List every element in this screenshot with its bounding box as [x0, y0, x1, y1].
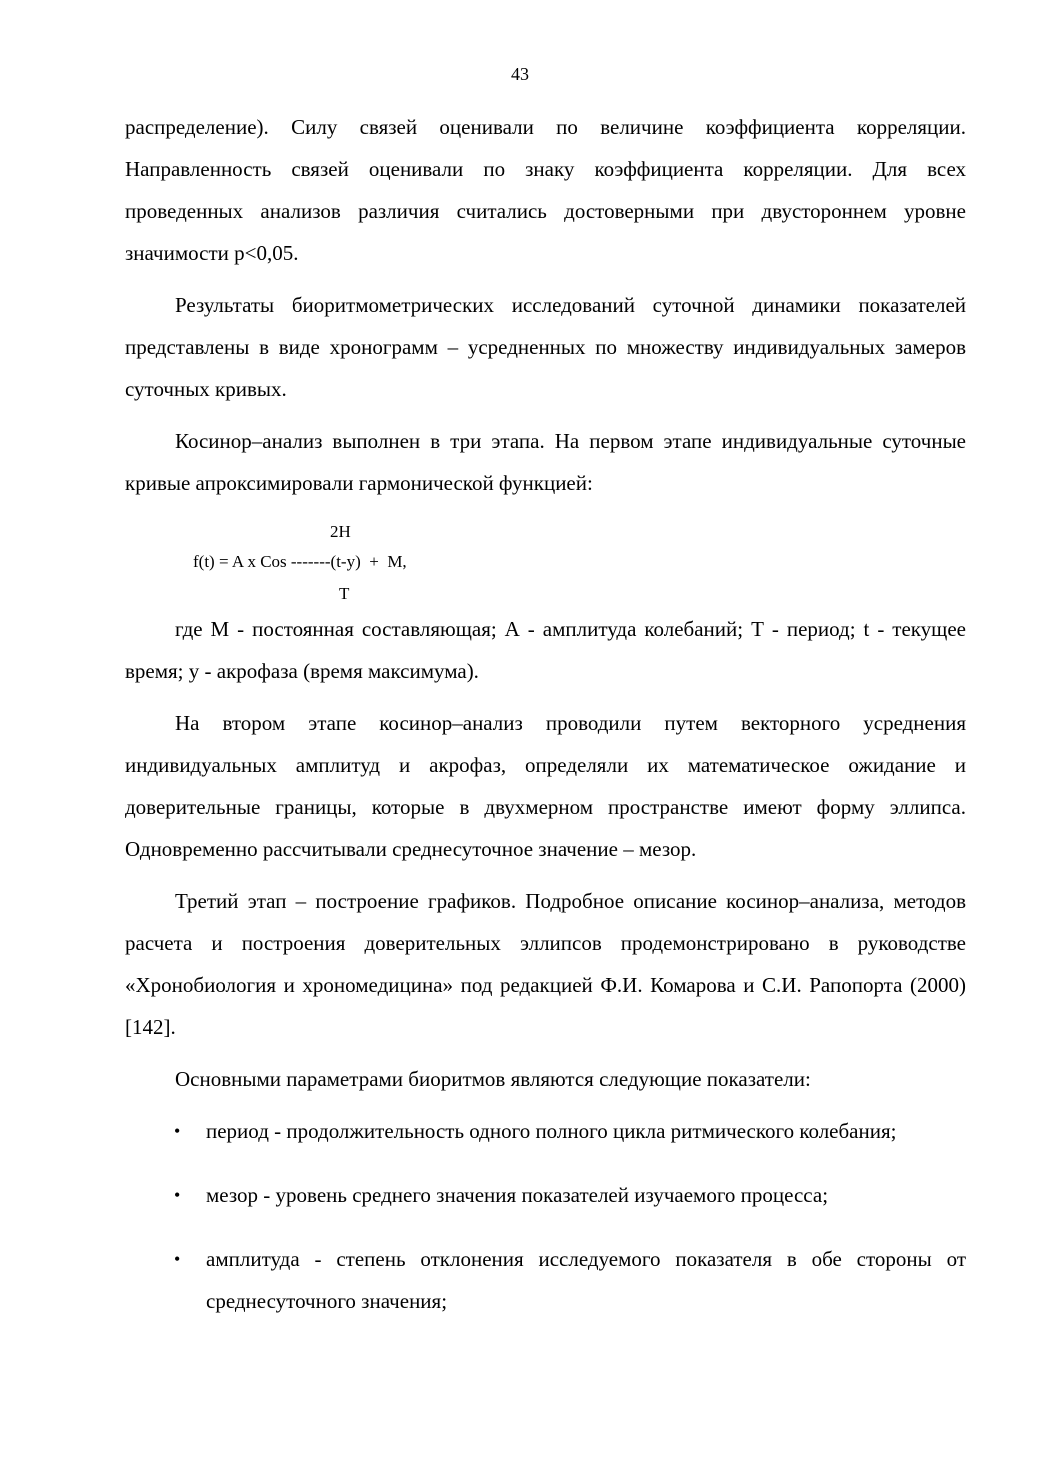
paragraph-cosinor-stages: Косинор–анализ выполнен в три этапа. На первом этапе индивидуальные суточные кривые апроксимировали гармонической функцией:: [125, 429, 966, 495]
harmonic-formula: [125, 510, 966, 606]
parameters-list: [125, 1110, 966, 1322]
bullet-icon: •: [174, 1121, 181, 1141]
paragraph-third-stage: Третий этап – построение графиков. Подробное описание косинор–анализа, методов расчета и построения доверительных эллипсов продемонстрировано в руководстве «Хронобиология и хрономедицина» под редакцией Ф.И. Комарова и С.И. Рапопорта (2000) [142].: [125, 889, 966, 1039]
page-number: 43: [511, 64, 529, 84]
formula-numerator: 2Н: [330, 522, 351, 541]
document-body: [125, 106, 966, 1344]
list-item: [125, 1110, 966, 1152]
list-item-text: период - продолжительность одного полного цикла ритмического колебания;: [206, 1119, 897, 1143]
bullet-icon: •: [174, 1249, 181, 1269]
list-item: [125, 1174, 966, 1216]
formula-main: f(t) = A x Cos -------(t-y) + M,: [193, 552, 407, 571]
paragraph-parameters-intro: Основными параметрами биоритмов являются следующие показатели:: [175, 1067, 811, 1091]
list-item-text: мезор - уровень среднего значения показателей изучаемого процесса;: [206, 1183, 829, 1207]
list-item: [125, 1238, 966, 1322]
paragraph-second-stage: На втором этапе косинор–анализ проводили путем векторного усреднения индивидуальных амплитуд и акрофаз, определяли их математическое ожидание и доверительные границы, которые в двухмерном пространстве имеют форму эллипса. Одновременно рассчитывали среднесуточное значение – мезор.: [125, 711, 966, 861]
formula-denominator: T: [339, 584, 350, 603]
paragraph-correlation: распределение). Силу связей оценивали по величине коэффициента корреляции. Направленность связей оценивали по знаку коэффициента корреляции. Для всех проведенных анализов различия считались достоверными при двустороннем уровне значимости р<0,05.: [125, 115, 966, 265]
paragraph-chronograms: Результаты биоритмометрических исследований суточной динамики показателей представлены в виде хронограмм – усредненных по множеству индивидуальных замеров суточных кривых.: [125, 293, 966, 401]
bullet-icon: •: [174, 1185, 181, 1205]
list-item-text: амплитуда - степень отклонения исследуемого показателя в обе стороны от среднесуточного значения;: [206, 1247, 966, 1313]
paragraph-formula-legend: где М - постоянная составляющая; А - амплитуда колебаний; Т - период; t - текущее время; y - акрофаза (время максимума).: [125, 617, 966, 683]
